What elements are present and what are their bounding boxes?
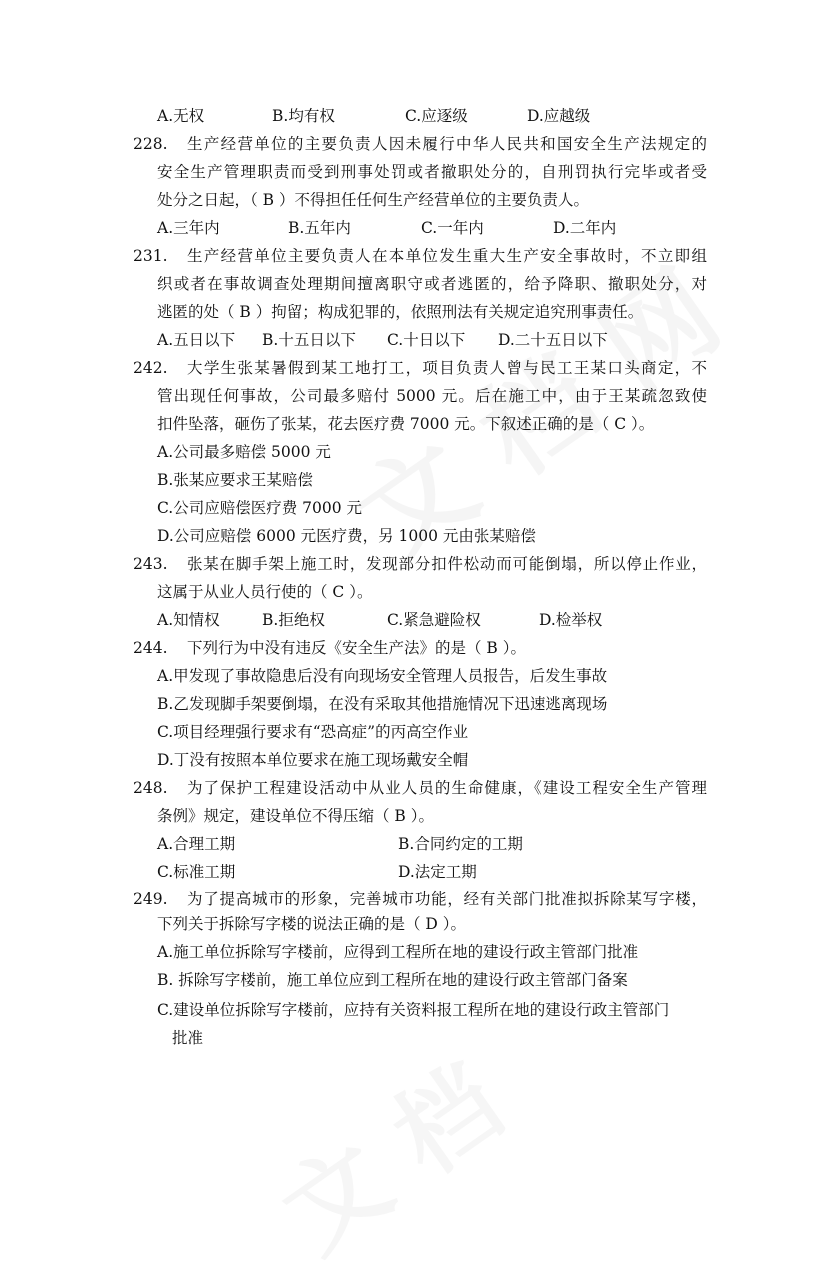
q243-option-c: C.紧急避险权 <box>387 611 481 629</box>
q228-stem-line-3: 处分之日起，（ B ）不得担任任何生产经营单位的主要负责人。 <box>157 191 589 209</box>
q228-option-b: B.五年内 <box>288 219 351 237</box>
q242-option-d: D.公司应赔偿 6000 元医疗费，另 1000 元由张某赔偿 <box>157 527 536 545</box>
q231-stem-line-1: 生产经营单位主要负责人在本单位发生重大生产安全事故时，不立即组 <box>187 247 707 265</box>
q243-stem-line-1: 张某在脚手架上施工时，发现部分扣件松动而可能倒塌，所以停止作业， <box>187 555 707 573</box>
q243-option-d: D.检举权 <box>539 611 603 629</box>
q231-option-d: D.二十五日以下 <box>498 331 608 349</box>
q244-number: 244. <box>133 639 168 657</box>
q244-option-b: B.乙发现脚手架要倒塌，在没有采取其他措施情况下迅速逃离现场 <box>157 695 608 713</box>
q242-option-c: C.公司应赔偿医疗费 7000 元 <box>157 499 363 517</box>
watermark-bottom <box>250 1026 525 1278</box>
q227-option-b: B.均有权 <box>272 107 335 125</box>
q227-option-d: D.应越级 <box>527 107 591 125</box>
q231-option-b: B.十五日以下 <box>262 331 356 349</box>
q231-stem-line-2: 织或者在事故调查处理期间擅离职守或者逃匿的，给予降职、撤职处分，对 <box>157 275 707 293</box>
q228-number: 228. <box>133 135 168 153</box>
q249-option-a: A.施工单位拆除写字楼前，应得到工程所在地的建设行政主管部门批准 <box>157 943 639 961</box>
q231-option-c: C.十日以下 <box>387 331 466 349</box>
q228-option-c: C.一年内 <box>421 219 484 237</box>
q248-option-c: C.标准工期 <box>157 863 236 881</box>
q243-stem-line-2: 这属于从业人员行使的（ C ）。 <box>157 583 373 601</box>
q228-stem-line-2: 安全生产管理职责而受到刑事处罚或者撤职处分的，自刑罚执行完毕或者受 <box>157 163 707 181</box>
q228-option-d: D.二年内 <box>553 219 617 237</box>
q242-stem-line-2: 管出现任何事故，公司最多赔付 5000 元。后在施工中，由于王某疏忽致使 <box>157 387 707 405</box>
q249-stem-line-1: 为了提高城市的形象，完善城市功能，经有关部门批准拟拆除某写字楼， <box>187 890 707 908</box>
q244-option-c: C.项目经理强行要求有“恐高症”的丙高空作业 <box>157 723 469 741</box>
q227-option-a: A.无权 <box>157 107 205 125</box>
q248-option-d: D.法定工期 <box>398 863 477 881</box>
q228-stem-line-1: 生产经营单位的主要负责人因未履行中华人民共和国安全生产法规定的 <box>187 135 707 153</box>
q243-option-b: B.拒绝权 <box>262 611 325 629</box>
q231-number: 231. <box>133 247 168 265</box>
q249-number: 249. <box>133 890 168 908</box>
q249-option-c: C.建设单位拆除写字楼前，应持有关资料报工程所在地的建设行政主管部门 <box>157 1001 670 1019</box>
q249-stem-line-2: 下列关于拆除写字楼的说法正确的是（ D ）。 <box>157 915 467 933</box>
q249-option-b: B. 拆除写字楼前，施工单位应到工程所在地的建设行政主管部门备案 <box>157 971 628 989</box>
q248-stem-line-1: 为了保护工程建设活动中从业人员的生命健康，《建设工程安全生产管理 <box>187 779 707 797</box>
q243-number: 243. <box>133 555 168 573</box>
q244-option-d: D.丁没有按照本单位要求在施工现场戴安全帽 <box>157 751 469 769</box>
q242-option-a: A.公司最多赔偿 5000 元 <box>157 443 331 461</box>
q242-option-b: B.张某应要求王某赔偿 <box>157 471 313 489</box>
q227-option-c: C.应逐级 <box>405 107 468 125</box>
q248-option-a: A.合理工期 <box>157 835 236 853</box>
q243-option-a: A.知情权 <box>157 611 220 629</box>
q231-stem-line-3: 逃匿的处（ B ）拘留；构成犯罪的，依照刑法有关规定追究刑事责任。 <box>157 303 644 321</box>
q248-number: 248. <box>133 779 168 797</box>
q231-option-a: A.五日以下 <box>157 331 236 349</box>
q242-stem-line-1: 大学生张某暑假到某工地打工，项目负责人曾与民工王某口头商定，不 <box>187 359 707 377</box>
q244-option-a: A.甲发现了事故隐患后没有向现场安全管理人员报告，后发生事故 <box>157 667 608 685</box>
q242-number: 242. <box>133 359 168 377</box>
q242-stem-line-3: 扣件坠落，砸伤了张某，花去医疗费 7000 元。下叙述正确的是（ C ）。 <box>157 415 655 433</box>
q248-stem-line-2: 条例》规定，建设单位不得压缩（ B ）。 <box>157 807 434 825</box>
q244-stem-line-1: 下列行为中没有违反《安全生产法》的是（ B ）。 <box>187 639 526 657</box>
q228-option-a: A.三年内 <box>157 219 220 237</box>
q248-option-b: B.合同约定的工期 <box>398 835 523 853</box>
q249-option-c-continued: 批准 <box>172 1029 204 1047</box>
